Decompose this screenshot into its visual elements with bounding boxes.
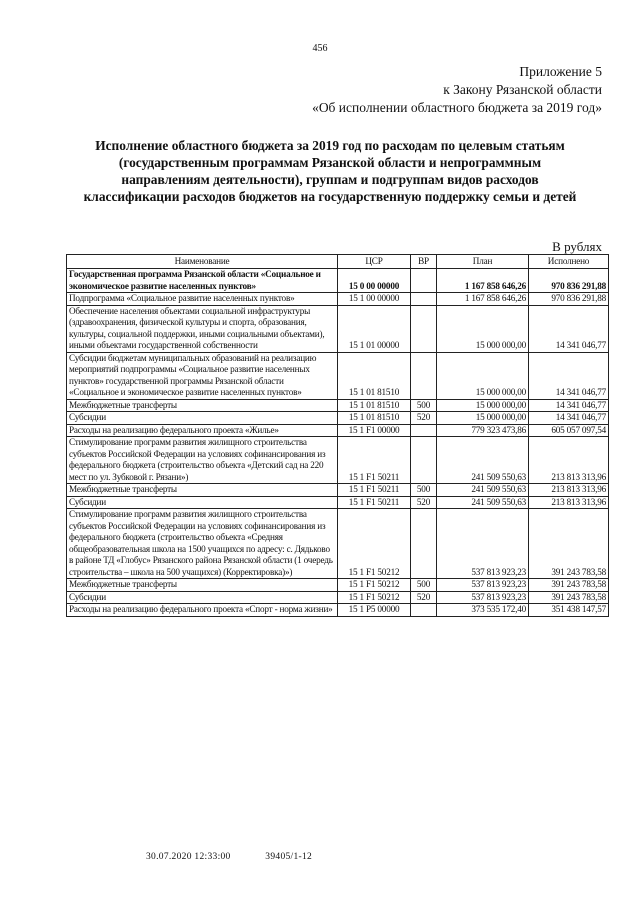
cell-vr: 500 (411, 579, 437, 592)
cell-name: Стимулирование программ развития жилищного строительства субъектов Российской Федерации на условиях софинансирования из федерального бюджета (строительство объекта «Средняя общеобразовательная школа на 1500 учащихся по адресу: с. Дядьково в районе ТД «Глобус» Рязанского района Рязанской области (1 очередь строительства – школа на 500 учащихся) (Корректировка)») (67, 509, 338, 579)
budget-table (66, 254, 609, 617)
table-row (67, 509, 609, 579)
cell-name: Субсидии бюджетам муниципальных образований на реализацию мероприятий подпрограммы «Социальное развитие населенных пунктов» государственной программы Рязанской области «Социальное и экономическое развитие населенных пунктов» (67, 352, 338, 399)
cell-plan: 241 509 550,63 (437, 496, 529, 509)
cell-plan: 241 509 550,63 (437, 484, 529, 497)
cell-name: Расходы на реализацию федерального проекта «Спорт - норма жизни» (67, 604, 338, 617)
cell-csr: 15 1 F1 50212 (338, 591, 411, 604)
footer (146, 852, 344, 862)
cell-done: 14 341 046,77 (529, 352, 609, 399)
header-csr: ЦСР (338, 255, 411, 269)
cell-done: 391 243 783,58 (529, 591, 609, 604)
cell-plan: 15 000 000,00 (437, 399, 529, 412)
cell-vr (411, 604, 437, 617)
cell-csr: 15 1 F1 50212 (338, 509, 411, 579)
cell-vr (411, 509, 437, 579)
page-number: 456 (312, 43, 328, 54)
table-row (67, 496, 609, 509)
cell-vr (411, 437, 437, 484)
cell-csr: 15 1 01 00000 (338, 305, 411, 352)
appendix-header (312, 63, 602, 117)
cell-csr: 15 1 F1 50211 (338, 437, 411, 484)
cell-csr: 15 1 F1 50211 (338, 496, 411, 509)
cell-name: Подпрограмма «Социальное развитие населенных пунктов» (67, 293, 338, 306)
cell-plan: 537 813 923,23 (437, 579, 529, 592)
cell-done: 391 243 783,58 (529, 579, 609, 592)
cell-done: 14 341 046,77 (529, 412, 609, 425)
appendix-line-1: Приложение 5 (519, 64, 602, 79)
cell-name: Государственная программа Рязанской области «Социальное и экономическое развитие населенных пунктов» (67, 269, 338, 293)
cell-csr: 15 1 01 81510 (338, 352, 411, 399)
table-body (67, 269, 609, 617)
cell-done: 605 057 097,54 (529, 424, 609, 437)
cell-vr (411, 293, 437, 306)
table-row (67, 305, 609, 352)
table-row (67, 591, 609, 604)
cell-vr: 520 (411, 591, 437, 604)
cell-plan: 241 509 550,63 (437, 437, 529, 484)
cell-plan: 15 000 000,00 (437, 305, 529, 352)
cell-done: 970 836 291,88 (529, 269, 609, 293)
cell-csr: 15 1 01 81510 (338, 412, 411, 425)
cell-plan: 779 323 473,86 (437, 424, 529, 437)
cell-name: Субсидии (67, 591, 338, 604)
header-plan: План (437, 255, 529, 269)
cell-vr (411, 424, 437, 437)
table-row (67, 399, 609, 412)
header-vr: ВР (411, 255, 437, 269)
cell-csr: 15 1 F1 00000 (338, 424, 411, 437)
cell-done: 391 243 783,58 (529, 509, 609, 579)
cell-done: 970 836 291,88 (529, 293, 609, 306)
cell-vr: 520 (411, 412, 437, 425)
footer-timestamp: 30.07.2020 12:33:00 (146, 852, 231, 862)
cell-plan: 537 813 923,23 (437, 591, 529, 604)
cell-vr (411, 305, 437, 352)
cell-done: 213 813 313,96 (529, 437, 609, 484)
cell-plan: 1 167 858 646,26 (437, 293, 529, 306)
document-title: Исполнение областного бюджета за 2019 год по расходам по целевым статьям (государственным программам Рязанской области и непрограммным направлениям деятельности), группам и подгруппам видов расходов классификации расходов бюджетов на государственную поддержку семьи и детей (83, 138, 577, 204)
cell-plan: 537 813 923,23 (437, 509, 529, 579)
footer-doc-code: 39405/1-12 (265, 852, 313, 862)
cell-vr: 500 (411, 484, 437, 497)
cell-csr: 15 1 00 00000 (338, 293, 411, 306)
header-name: Наименование (67, 255, 338, 269)
appendix-line-3: «Об исполнении областного бюджета за 2019 год» (312, 100, 602, 115)
cell-plan: 15 000 000,00 (437, 412, 529, 425)
cell-csr: 15 0 00 00000 (338, 269, 411, 293)
table-header-row (67, 255, 609, 269)
cell-csr: 15 1 F1 50212 (338, 579, 411, 592)
table-row (67, 269, 609, 293)
cell-name: Субсидии (67, 412, 338, 425)
cell-name: Межбюджетные трансферты (67, 484, 338, 497)
cell-name: Межбюджетные трансферты (67, 579, 338, 592)
cell-done: 213 813 313,96 (529, 496, 609, 509)
cell-done: 351 438 147,57 (529, 604, 609, 617)
cell-name: Расходы на реализацию федерального проекта «Жилье» (67, 424, 338, 437)
cell-plan: 15 000 000,00 (437, 352, 529, 399)
cell-vr: 520 (411, 496, 437, 509)
table-row (67, 604, 609, 617)
table-row (67, 424, 609, 437)
cell-done: 213 813 313,96 (529, 484, 609, 497)
cell-done: 14 341 046,77 (529, 305, 609, 352)
units-label: В рублях (552, 239, 602, 254)
cell-name: Обеспечение населения объектами социальной инфраструктуры (здравоохранения, физической культуры и спорта, образования, культуры, социальной поддержки, иными социальными объектами), иными объектами государственной собственности (67, 305, 338, 352)
appendix-line-2: к Закону Рязанской области (443, 82, 602, 97)
cell-csr: 15 1 F1 50211 (338, 484, 411, 497)
cell-name: Межбюджетные трансферты (67, 399, 338, 412)
cell-vr (411, 269, 437, 293)
table-row (67, 412, 609, 425)
cell-done: 14 341 046,77 (529, 399, 609, 412)
table-row (67, 579, 609, 592)
cell-plan: 1 167 858 646,26 (437, 269, 529, 293)
header-done: Исполнено (529, 255, 609, 269)
cell-vr (411, 352, 437, 399)
cell-name: Стимулирование программ развития жилищного строительства субъектов Российской Федерации на условиях софинансирования из федерального бюджета (строительство объекта «Детский сад на 220 мест по ул. Зубковой г. Рязани») (67, 437, 338, 484)
cell-csr: 15 1 P5 00000 (338, 604, 411, 617)
table-row (67, 293, 609, 306)
table-row (67, 437, 609, 484)
table-row (67, 484, 609, 497)
cell-vr: 500 (411, 399, 437, 412)
cell-plan: 373 535 172,40 (437, 604, 529, 617)
cell-name: Субсидии (67, 496, 338, 509)
cell-csr: 15 1 01 81510 (338, 399, 411, 412)
table-row (67, 352, 609, 399)
